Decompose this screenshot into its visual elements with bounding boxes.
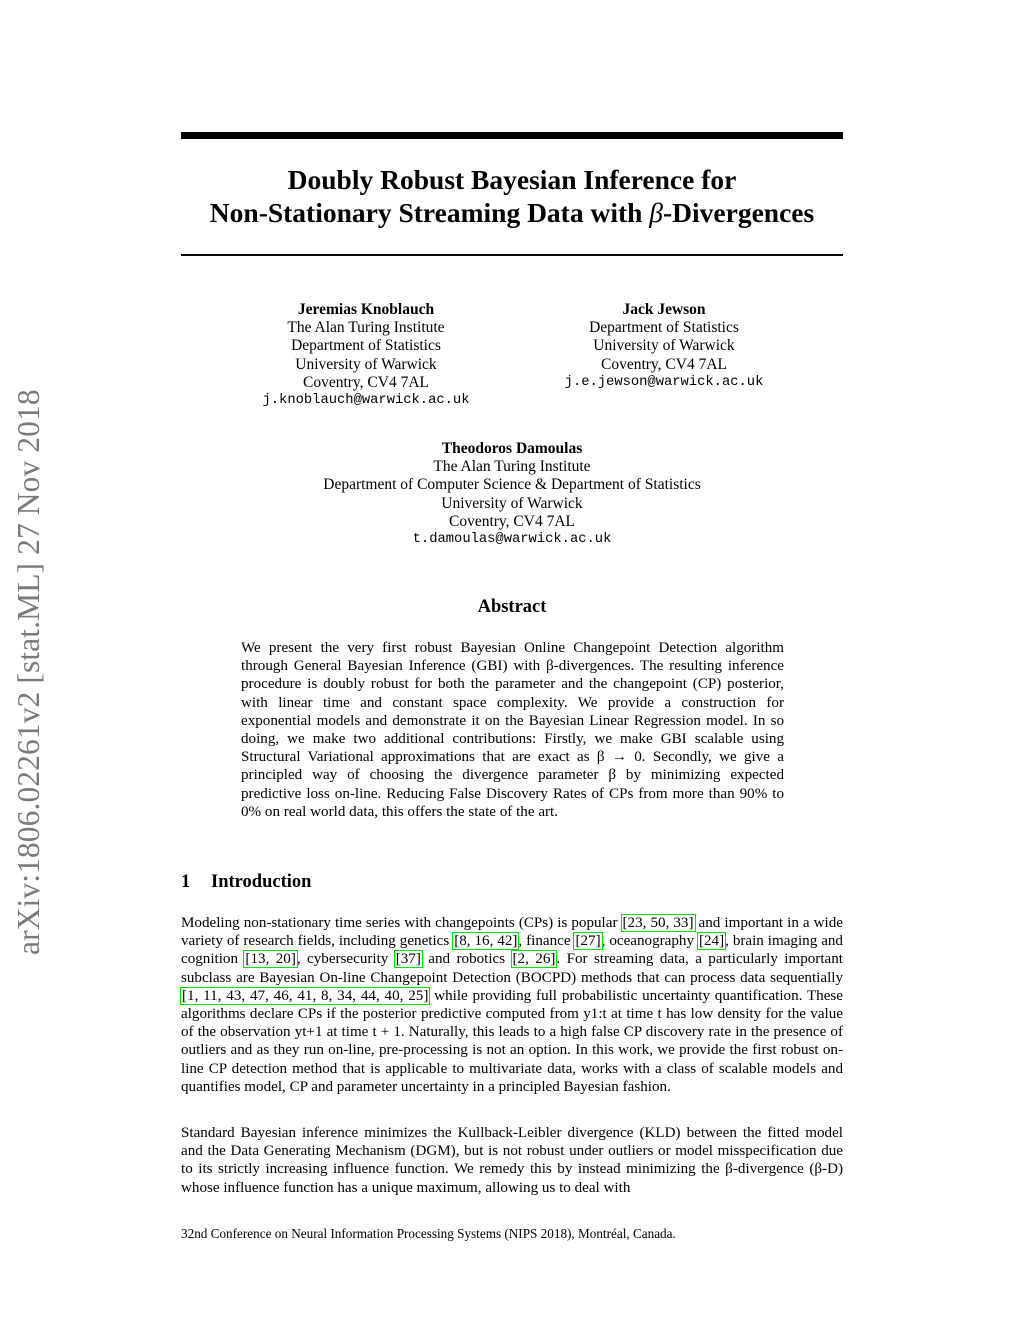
citation-link[interactable]: [23, 50, 33] <box>622 915 694 931</box>
author-name: Jeremias Knoblauch <box>297 301 435 318</box>
citation-link[interactable]: [37] <box>395 951 421 968</box>
citation-link[interactable]: [2, 26] <box>512 951 556 968</box>
author-affiliation: Department of Statistics <box>291 337 441 355</box>
author-affiliation: Department of Statistics <box>589 319 739 337</box>
citation-link[interactable]: [27] <box>575 933 601 950</box>
title-top-rule <box>181 132 843 139</box>
author-name: Theodoros Damoulas <box>441 440 583 457</box>
author-affiliation: University of Warwick <box>593 337 735 355</box>
author-affiliation: The Alan Turing Institute <box>287 319 445 337</box>
author-name: Jack Jewson <box>622 301 706 318</box>
intro-paragraph-1: Modeling non-stationary time series with changepoints (CPs) is popular [23, 50, 33] and important in a wide variety of research fields, including genetics [8, 16, 42], finance [27], oceanography [24], brain imaging and cognition [13, 20], cybersecurity [37] and robotics [2, 26]. For streaming data, a particularly important subclass are Bayesian On-line Changepoint Detection (BOCPD) methods that can process data sequentially [1, 11, 43, 47, 46, 41, 8, 34, 44, 40, 25] while providing full probabilistic uncertainty quantification. These algorithms declare CPs if the posterior predictive computed from y1:t at time t has low density for the value of the observation yt+1 at time t + 1. Naturally, this leads to a high false CP discovery rate in the presence of outliers and as they run on-line, pre-processing is not an option. In this work, we provide the first robust on-line CP detection method that is applicable to multivariate data, works with a class of scalable models and quantifies model, CP and parameter uncertainty in a principled Bayesian fashion. <box>181 915 844 1095</box>
author-affiliation: Coventry, CV4 7AL <box>449 512 575 530</box>
citation-link[interactable]: [24] <box>698 933 725 950</box>
title-line-1: Doubly Robust Bayesian Inference for <box>287 164 737 195</box>
author-affiliation: Coventry, CV4 7AL <box>601 355 727 373</box>
conference-footnote: 32nd Conference on Neural Information Processing Systems (NIPS 2018), Montréal, Canada. <box>181 1226 676 1241</box>
author-affiliation: University of Warwick <box>441 494 583 512</box>
intro-paragraph-2: Standard Bayesian inference minimizes the Kullback-Leibler divergence (KLD) between the fitted model and the Data Generating Mechanism (DGM), but is not robust under outliers or model misspecification due to its strictly increasing influence function. We remedy this by instead minimizing the β-divergence (β-D) whose influence function has a unique maximum, allowing us to deal with <box>181 1125 843 1196</box>
author-block-jewson <box>534 301 794 392</box>
citation-link[interactable]: [1, 11, 43, 47, 46, 41, 8, 34, 44, 40, 25] <box>182 987 429 1004</box>
citation-link[interactable]: [8, 16, 42] <box>454 933 518 950</box>
author-affiliation: University of Warwick <box>295 355 437 373</box>
author-affiliation: The Alan Turing Institute <box>433 458 591 476</box>
abstract-text: We present the very first robust Bayesian Online Changepoint Detection algorithm through General Bayesian Inference (GBI) with β-divergences. The resulting inference procedure is doubly robust for both the parameter and the changepoint (CP) posterior, with linear time and constant space complexity. We provide a construction for exponential models and demonstrate it on the Bayesian Linear Regression model. In so doing, we make two additional contributions: Firstly, we make GBI scalable using Structural Variational approximations that are exact as β → 0. Secondly, we give a principled way of choosing the divergence parameter β by minimizing expected predictive loss on-line. Reducing False Discovery Rates of CPs from more than 90% to 0% on real world data, this offers the state of the art. <box>241 640 784 820</box>
title-line-2: Non-Stationary Streaming Data with β-Divergences <box>209 197 815 228</box>
author-affiliation: Department of Computer Science & Department of Statistics <box>323 476 701 494</box>
title-bottom-rule <box>181 254 843 256</box>
author-affiliation: Coventry, CV4 7AL <box>303 373 429 391</box>
author-email[interactable]: j.e.jewson@warwick.ac.uk <box>564 374 764 390</box>
citation-link[interactable]: [13, 20] <box>245 951 296 968</box>
author-email[interactable]: j.knoblauch@warwick.ac.uk <box>262 393 470 409</box>
author-email[interactable]: t.damoulas@warwick.ac.uk <box>412 532 612 548</box>
author-block-damoulas <box>262 440 762 549</box>
paper-title <box>181 163 843 229</box>
section-number: 1 <box>181 872 191 892</box>
abstract-heading: Abstract <box>477 597 547 617</box>
author-block-knoblauch <box>236 301 496 410</box>
section-title: Introduction <box>211 872 312 892</box>
arxiv-stamp: arXiv:1806.02261v2 [stat.ML] 27 Nov 2018 <box>11 389 46 955</box>
section-heading-introduction <box>181 872 311 893</box>
